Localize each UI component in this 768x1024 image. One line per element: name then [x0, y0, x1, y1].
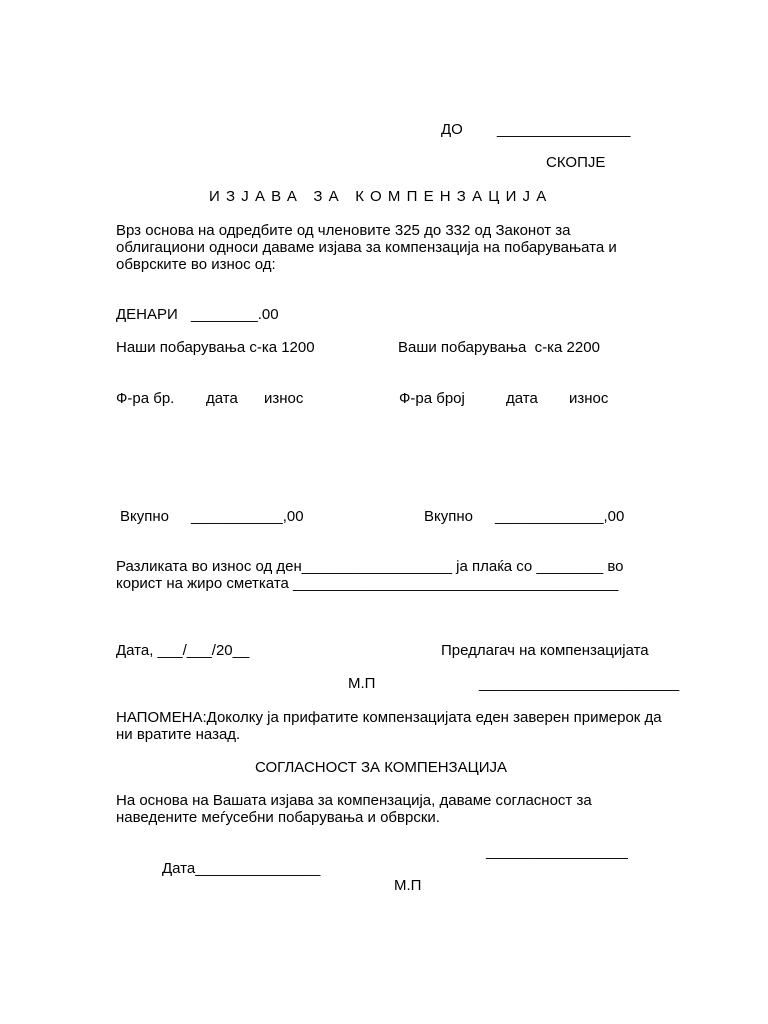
amount-value: ________.00 [191, 306, 279, 323]
stamp-placeholder-1: М.П [348, 675, 376, 692]
right-invoice-header: Ф-ра број [399, 390, 465, 407]
right-total-value: _____________,00 [495, 508, 625, 525]
right-total-label: Вкупно [424, 508, 473, 525]
consent-signature-line: _________________ [486, 843, 628, 860]
left-invoice-header: Ф-ра бр. [116, 390, 175, 407]
date-field: Дата, ___/___/20__ [116, 642, 250, 659]
amount-label: ДЕНАРИ [116, 306, 178, 323]
to-label: ДО [441, 121, 463, 138]
proposer-signature-line: ________________________ [479, 675, 680, 692]
difference-line-2: корист на жиро сметката _______________________________________ [116, 575, 619, 592]
left-amount-header: износ [264, 390, 304, 407]
proposer-label: Предлагач на компензацијата [441, 642, 649, 659]
your-receivables-label: Ваши побарувања с-ка 2200 [398, 339, 600, 356]
intro-line-3: обврските во износ од: [116, 256, 276, 273]
intro-line-1: Врз основа на одредбите од членовите 325 до 332 од Законот за [116, 222, 571, 239]
note-line-2: ни вратите назад. [116, 726, 241, 743]
recipient-line: ________________ [497, 121, 631, 138]
right-date-header: дата [506, 390, 538, 407]
left-total-value: ___________,00 [191, 508, 304, 525]
left-total-label: Вкупно [120, 508, 169, 525]
intro-line-2: облигациони односи даваме изјава за компензација на побарувањата и [116, 239, 617, 256]
document-title: ИЗЈАВА ЗА КОМПЕНЗАЦИЈА [209, 188, 553, 205]
stamp-placeholder-2: М.П [394, 877, 422, 894]
difference-line-1: Разликата во износ од ден__________________ ја плаќа со ________ во [116, 558, 624, 575]
consent-title: СОГЛАСНОСТ ЗА КОМПЕНЗАЦИЈА [255, 759, 507, 776]
note-line-1: НАПОМЕНА:Доколку ја прифатите компензацијата еден заверен примерок да [116, 709, 662, 726]
city-label: СКОПЈЕ [546, 154, 606, 171]
right-amount-header: износ [569, 390, 609, 407]
consent-date-field: Дата_______________ [162, 860, 321, 877]
our-receivables-label: Наши побарувања с-ка 1200 [116, 339, 315, 356]
consent-line-1: На основа на Вашата изјава за компензација, даваме согласност за [116, 792, 592, 809]
consent-line-2: наведените меѓусебни побарувања и обврски. [116, 809, 440, 826]
left-date-header: дата [206, 390, 238, 407]
